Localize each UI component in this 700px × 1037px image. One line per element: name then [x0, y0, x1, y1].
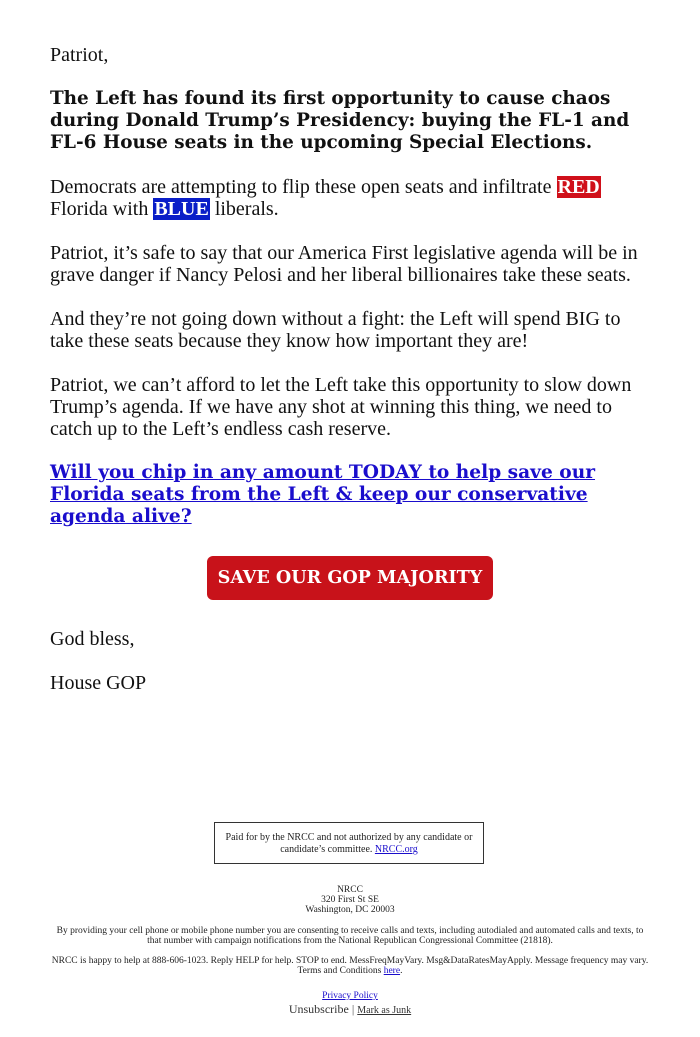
- paid-by-text: Paid for by the NRCC and not authorized by any candidate or candidate’s committee.: [225, 832, 473, 855]
- mark-as-junk-link[interactable]: Mark as Junk: [357, 1005, 412, 1016]
- paragraph-spend-big: And they’re not going down without a fight: the Left will spend BIG to take these seats because they know how important they are!: [50, 308, 621, 352]
- paid-for-disclaimer: [214, 822, 484, 864]
- blue-highlight: BLUE: [154, 198, 209, 220]
- mailing-address: [0, 885, 700, 915]
- street-address: 320 First St SE: [321, 895, 379, 905]
- paragraph-cash-reserve: Patriot, we can’t afford to let the Left take this opportunity to slow down Trump’s agenda. If we have any shot at winning this thing, we need to catch up to the Left’s endless cash reserve.: [50, 374, 632, 440]
- nrcc-link[interactable]: NRCC.org: [374, 844, 418, 855]
- button-row: [50, 556, 650, 600]
- separator: |: [351, 1002, 355, 1016]
- p1-middle: Florida with: [50, 198, 154, 220]
- paragraph-flip-seats: [50, 176, 650, 220]
- p1-after: liberals.: [209, 198, 279, 220]
- closing: God bless,: [50, 628, 135, 650]
- p1-before: Democrats are attempting to flip these open seats and infiltrate: [50, 176, 557, 198]
- red-highlight: RED: [557, 176, 600, 198]
- privacy-policy-link[interactable]: Privacy Policy: [322, 991, 378, 1001]
- save-majority-button[interactable]: SAVE OUR GOP MAJORITY: [207, 556, 494, 600]
- city-address: Washington, DC 20003: [305, 905, 395, 915]
- greeting: Patriot,: [50, 44, 109, 66]
- org-name: NRCC: [337, 885, 363, 895]
- paragraph-agenda: Patriot, it’s safe to say that our America First legislative agenda will be in grave danger if Nancy Pelosi and her liberal billionaires take these seats.: [50, 242, 638, 286]
- donate-cta-link[interactable]: Will you chip in any amount TODAY to help save our Florida seats from the Left & keep our conservative agenda alive?: [50, 462, 596, 527]
- email-body: [50, 44, 650, 716]
- unsubscribe-row: [0, 1002, 700, 1018]
- terms-link[interactable]: here: [383, 966, 401, 976]
- lead-paragraph: The Left has found its first opportunity to cause chaos during Donald Trump’s Presidency: buying the FL-1 and FL-6 House seats in the upcoming Special Elections.: [50, 88, 630, 153]
- help-text-block: NRCC is happy to help at 888-606-1023. Reply HELP for help. STOP to end. MessFreqMayVary. Msg&DataRatesMayApply. Message frequency may vary. Terms and Conditions here.: [51, 956, 649, 976]
- signature: House GOP: [50, 672, 147, 694]
- sms-consent: By providing your cell phone or mobile phone number you are consenting to receive calls and texts, including autodialed and automated calls and texts, to that number with campaign notifications from the National Republican Congressional Committee (21818).: [56, 926, 644, 946]
- help-text: NRCC is happy to help at 888-606-1023. Reply HELP for help. STOP to end. MessFreqMayVary. Msg&DataRatesMayApply. Message frequency may vary. Terms and Conditions: [51, 956, 649, 976]
- privacy-row: [0, 991, 700, 1002]
- unsubscribe-link[interactable]: Unsubscribe: [288, 1002, 349, 1016]
